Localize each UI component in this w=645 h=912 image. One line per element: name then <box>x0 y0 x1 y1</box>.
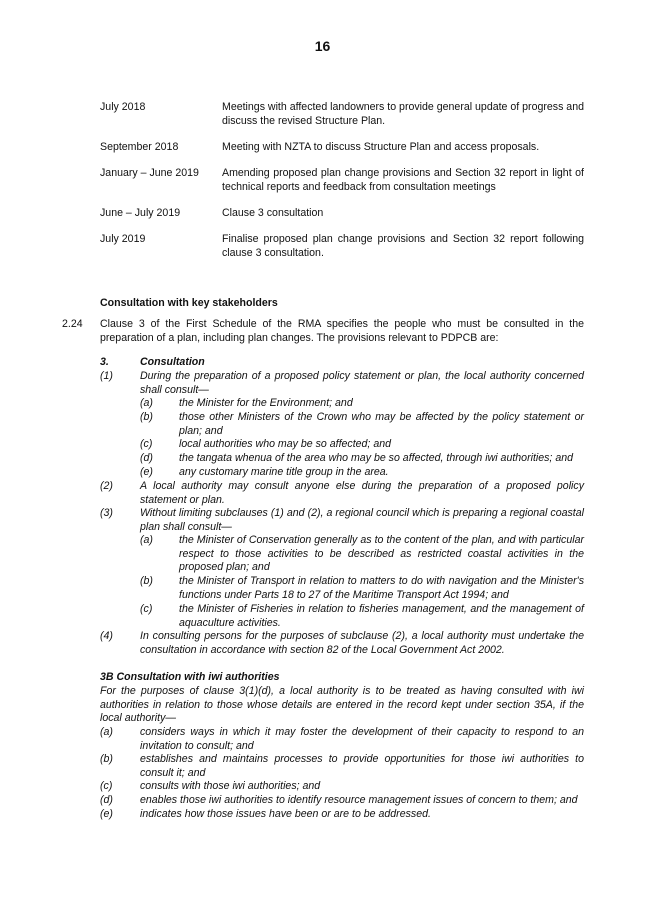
subclause-marker: (1) <box>100 370 113 382</box>
subclause-text: A local authority may consult anyone else during the preparation of a proposed policy statement or plan. <box>140 480 584 506</box>
timeline-date: July 2018 <box>100 101 146 113</box>
item-marker: (a) <box>140 397 153 409</box>
timeline-desc: Meetings with affected landowners to provide general update of progress and discuss the revised Structure Plan. <box>222 101 584 127</box>
timeline-date: July 2019 <box>100 233 146 245</box>
item-text: the Minister of Conservation generally as to the content of the plan, and with particular respect to those activities to be described as restricted coastal activities in the proposed plan; and <box>179 534 584 574</box>
timeline-desc: Meeting with NZTA to discuss Structure Plan and access proposals. <box>222 141 540 153</box>
item-marker: (d) <box>140 452 153 464</box>
section-heading: Consultation with key stakeholders <box>100 297 278 309</box>
clause-intro: For the purposes of clause 3(1)(d), a local authority is to be treated as having consulted with iwi authorities in relation to those whose details are entered in the record kept under section 35A, if the local authority— <box>100 685 584 725</box>
item-text: consults with those iwi authorities; and <box>140 780 321 792</box>
item-text: the Minister of Fisheries in relation to fisheries management, and the management of aquaculture activities. <box>179 603 584 629</box>
item-marker: (d) <box>100 794 113 806</box>
timeline-desc: Finalise proposed plan change provisions and Section 32 report following clause 3 consultation. <box>222 233 584 259</box>
timeline-date: September 2018 <box>100 141 179 153</box>
item-text: the tangata whenua of the area who may be so affected, through iwi authorities; and <box>179 452 573 464</box>
subclause-text: Without limiting subclauses (1) and (2), a regional council which is preparing a regional coastal plan shall consult— <box>140 507 584 533</box>
item-marker: (e) <box>140 466 153 478</box>
item-marker: (a) <box>140 534 153 546</box>
timeline-desc: Clause 3 consultation <box>222 207 324 219</box>
item-text: establishes and maintains processes to provide opportunities for those iwi authorities to consult it; and <box>140 753 584 779</box>
timeline-desc: Amending proposed plan change provisions and Section 32 report in light of technical reports and feedback from consultation meetings <box>222 167 584 193</box>
item-text: the Minister for the Environment; and <box>179 397 353 409</box>
clause-number: 3. <box>100 356 109 368</box>
item-marker: (c) <box>140 603 153 615</box>
paragraph-number: 2.24 <box>62 318 83 330</box>
item-text: any customary marine title group in the area. <box>179 466 389 478</box>
clause-title: 3B Consultation with iwi authorities <box>100 671 280 683</box>
item-marker: (c) <box>140 438 153 450</box>
item-marker: (e) <box>100 808 113 820</box>
item-text: enables those iwi authorities to identify resource management issues of concern to them; and <box>140 794 578 806</box>
timeline-date: January – June 2019 <box>100 167 199 179</box>
subclause-marker: (2) <box>100 480 113 492</box>
item-text: the Minister of Transport in relation to matters to do with navigation and the Minister's functions under Parts 18 to 27 of the Maritime Transport Act 1994; and <box>179 575 584 601</box>
paragraph-text: Clause 3 of the First Schedule of the RMA specifies the people who must be consulted in the preparation of a plan, including plan changes. The provisions relevant to PDPCB are: <box>100 318 584 344</box>
item-text: considers ways in which it may foster the development of their capacity to respond to an invitation to consult; and <box>140 726 584 752</box>
subclause-text: In consulting persons for the purposes of subclause (2), a local authority must undertake the consultation in accordance with section 82 of the Local Government Act 2002. <box>140 630 584 656</box>
subclause-marker: (3) <box>100 507 113 519</box>
clause-title: Consultation <box>140 356 205 368</box>
subclause-marker: (4) <box>100 630 113 642</box>
item-marker: (a) <box>100 726 113 738</box>
item-marker: (c) <box>100 780 113 792</box>
timeline-date: June – July 2019 <box>100 207 181 219</box>
page-number: 16 <box>314 38 331 54</box>
subclause-text: During the preparation of a proposed policy statement or plan, the local authority concerned shall consult— <box>140 370 584 396</box>
item-text: those other Ministers of the Crown who may be affected by the policy statement or plan; and <box>179 411 584 437</box>
item-text: local authorities who may be so affected; and <box>179 438 391 450</box>
item-marker: (b) <box>140 411 153 423</box>
item-marker: (b) <box>140 575 153 587</box>
item-marker: (b) <box>100 753 113 765</box>
item-text: indicates how those issues have been or are to be addressed. <box>140 808 431 820</box>
